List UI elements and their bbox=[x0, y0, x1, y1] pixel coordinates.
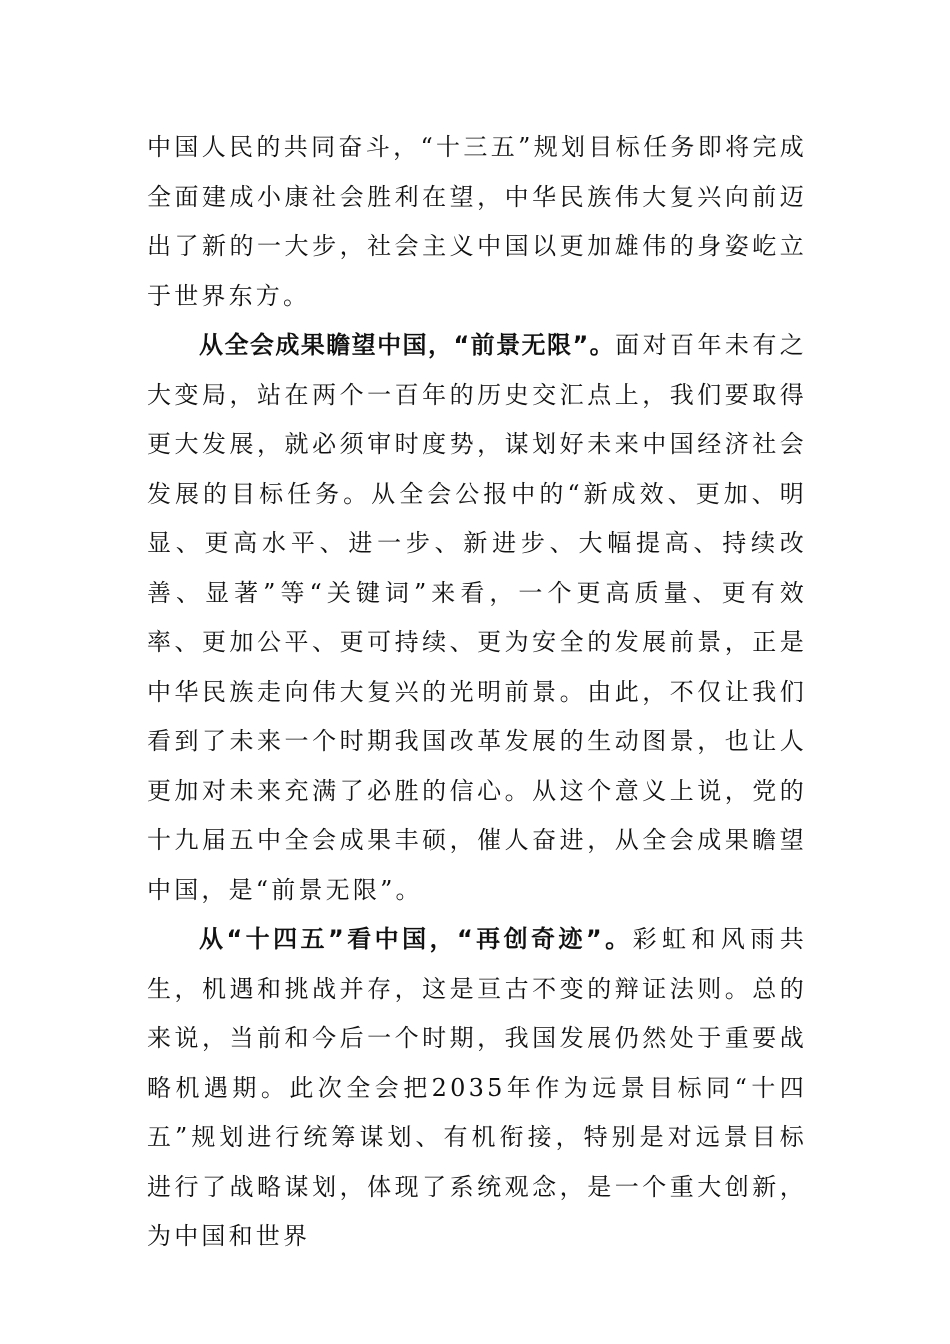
paragraph-prospects bbox=[147, 321, 807, 915]
paragraph-3-lead: 从“十四五”看中国，“再创奇迹”。 bbox=[199, 925, 633, 953]
document-body bbox=[147, 123, 807, 1262]
paragraph-miracles bbox=[147, 915, 807, 1262]
paragraph-continuation bbox=[147, 123, 807, 321]
paragraph-3-body: 彩虹和风雨共生，机遇和挑战并存，这是亘古不变的辩证法则。总的来说，当前和今后一个时期，我国发展仍然处于重要战略机遇期。此次全会把2035年作为远景目标同“十四五”规划进行统筹谋划、有机衔接，特别是对远景目标进行了战略谋划，体现了系统观念，是一个重大创新，为中国和世界 bbox=[147, 925, 807, 1250]
paragraph-2-body: 面对百年未有之大变局，站在两个一百年的历史交汇点上，我们要取得更大发展，就必须审时度势，谋划好未来中国经济社会发展的目标任务。从全会公报中的“新成效、更加、明显、更高水平、进一步、新进步、大幅提高、持续改善、显著”等“关键词”来看，一个更高质量、更有效率、更加公平、更可持续、更为安全的发展前景，正是中华民族走向伟大复兴的光明前景。由此，不仅让我们看到了未来一个时期我国改革发展的生动图景，也让人更加对未来充满了必胜的信心。从这个意义上说，党的十九届五中全会成果丰硕，催人奋进，从全会成果瞻望中国，是“前景无限”。 bbox=[147, 331, 807, 904]
paragraph-1-text: 中国人民的共同奋斗，“十三五”规划目标任务即将完成全面建成小康社会胜利在望，中华民族伟大复兴向前迈出了新的一大步，社会主义中国以更加雄伟的身姿屹立于世界东方。 bbox=[147, 133, 807, 310]
paragraph-2-lead: 从全会成果瞻望中国，“前景无限”。 bbox=[199, 331, 616, 359]
